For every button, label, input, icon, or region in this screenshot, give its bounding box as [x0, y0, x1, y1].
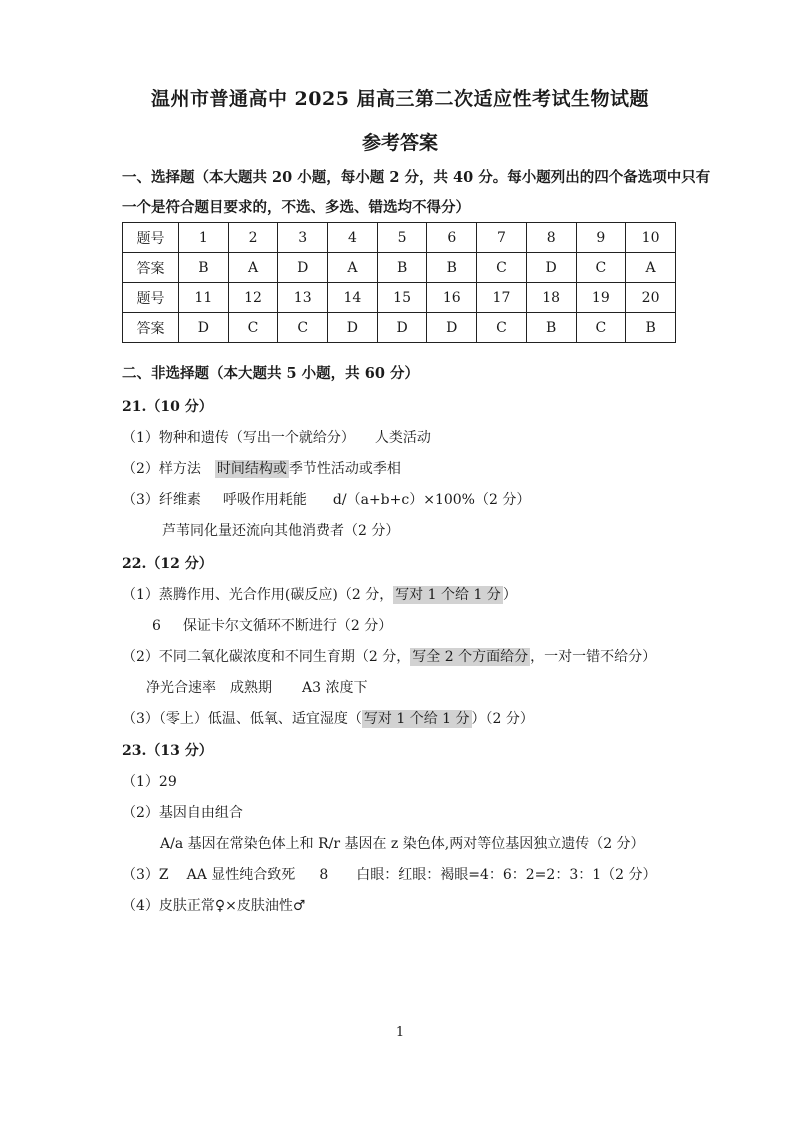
table-cell: D	[526, 253, 576, 283]
table-cell: 18	[526, 283, 576, 313]
q22-part2-a: （2）不同二氧化碳浓度和不同生育期（2 分，	[122, 649, 411, 665]
q22-part3-end: ）（2 分）	[471, 711, 534, 727]
q22-part1-b-text: 保证卡尔文循环不断进行（2 分）	[182, 618, 393, 634]
table-cell: C	[477, 253, 527, 283]
table-cell: 9	[576, 223, 626, 253]
table-cell: A	[626, 253, 676, 283]
table-cell: 15	[377, 283, 427, 313]
section1-heading-line2: 一个是符合题目要求的，不选、多选、错选均不得分）	[122, 199, 470, 216]
q21-part1-answer: 人类活动	[374, 430, 431, 446]
q21-part3-label: （3）纤维素	[122, 492, 201, 508]
table-cell: 6	[427, 223, 477, 253]
table-row	[123, 313, 676, 343]
table-cell: C	[278, 313, 328, 343]
q22-part2-b2: 成熟期	[230, 680, 272, 696]
q22-part2-b1: 净光合速率	[146, 680, 216, 696]
table-cell: 1	[179, 223, 229, 253]
q21-part2-rest: 季节性活动或季相	[288, 461, 401, 477]
q23-part3-c: 8	[319, 867, 329, 883]
q23-part2-b: A/a 基因在常染色体上和 R/r 基因在 z 染色体,两对等位基因独立遗传（2 分）	[160, 836, 645, 852]
q22-part1	[122, 584, 517, 604]
row-label: 答案	[123, 313, 179, 343]
table-cell: 11	[179, 283, 229, 313]
table-cell: 13	[278, 283, 328, 313]
q22-part2	[122, 646, 656, 666]
table-cell: D	[377, 313, 427, 343]
q22-part1-end: ）	[502, 587, 517, 603]
table-cell: A	[228, 253, 278, 283]
table-cell: B	[179, 253, 229, 283]
q22-part2-end: ，一对一错不给分）	[530, 649, 657, 665]
table-cell: B	[427, 253, 477, 283]
table-cell: C	[576, 313, 626, 343]
table-cell: 19	[576, 283, 626, 313]
row-label: 题号	[123, 283, 179, 313]
table-cell: 2	[228, 223, 278, 253]
table-cell: D	[427, 313, 477, 343]
table-cell: C	[576, 253, 626, 283]
page-number: 1	[395, 1025, 405, 1040]
q21-part3-a: 呼吸作用耗能	[222, 492, 307, 508]
table-row	[123, 223, 676, 253]
q21-part3	[122, 489, 530, 509]
section2-heading: 二、非选择题（本大题共 5 小题，共 60 分）	[122, 365, 419, 382]
q21-heading: 21.（10 分）	[122, 399, 213, 415]
table-cell: C	[228, 313, 278, 343]
q21-part2-label: （2）样方法	[122, 461, 201, 477]
table-cell: 8	[526, 223, 576, 253]
table-cell: D	[179, 313, 229, 343]
table-cell: 3	[278, 223, 328, 253]
q23-part4: （4）皮肤正常♀×皮肤油性♂	[122, 898, 306, 914]
table-cell: 17	[477, 283, 527, 313]
q23-part2: （2）基因自由组合	[122, 805, 243, 821]
q21-part2-highlight: 时间结构或	[216, 461, 287, 477]
table-cell: 10	[626, 223, 676, 253]
table-cell: 12	[228, 283, 278, 313]
table-cell: 14	[328, 283, 378, 313]
q22-part1-highlight: 写对 1 个给 1 分	[395, 587, 501, 603]
answer-table	[122, 222, 676, 343]
table-cell: B	[526, 313, 576, 343]
page-title: 温州市普通高中 2025 届高三第二次适应性考试生物试题	[150, 88, 650, 110]
q23-part3-a: （3）Z	[122, 867, 169, 883]
table-cell: B	[377, 253, 427, 283]
q22-part1-a: （1）蒸腾作用、光合作用(碳反应)（2 分，	[122, 587, 394, 603]
table-cell: 20	[626, 283, 676, 313]
q23-part3-b: AA 显性纯合致死	[186, 867, 296, 883]
row-label: 答案	[123, 253, 179, 283]
table-cell: A	[328, 253, 378, 283]
table-cell: 5	[377, 223, 427, 253]
section1-heading-line1: 一、选择题（本大题共 20 小题，每小题 2 分，共 40 分。每小题列出的四个备选项中只有	[122, 169, 711, 186]
table-cell: 16	[427, 283, 477, 313]
q23-part1: （1）29	[122, 774, 177, 790]
table-row	[123, 283, 676, 313]
table-row	[123, 253, 676, 283]
table-cell: D	[328, 313, 378, 343]
q22-part2-b	[146, 677, 367, 697]
table-cell: C	[477, 313, 527, 343]
q21-part3-c: 芦苇同化量还流向其他消费者（2 分）	[162, 523, 400, 539]
q22-heading: 22.（12 分）	[122, 556, 213, 572]
q22-part3-highlight: 写对 1 个给 1 分	[363, 711, 470, 727]
q22-part3	[122, 708, 534, 728]
q22-part1-b-num: 6	[152, 618, 161, 634]
row-label: 题号	[123, 223, 179, 253]
q21-part1	[122, 427, 431, 447]
q22-part2-b3: A3 浓度下	[302, 680, 368, 696]
table-cell: 4	[328, 223, 378, 253]
table-cell: D	[278, 253, 328, 283]
q21-part3-b: d/（a+b+c）×100%（2 分）	[332, 492, 531, 508]
q23-heading: 23.（13 分）	[122, 743, 213, 759]
page-subtitle: 参考答案	[361, 132, 438, 154]
q22-part3-a: （3）（零上）低温、低氧、适宜湿度（	[122, 711, 362, 727]
q21-part1-label: （1）物种和遗传（写出一个就给分）	[122, 430, 355, 446]
table-cell: 7	[477, 223, 527, 253]
q21-part2	[122, 458, 401, 478]
q23-part3	[122, 864, 657, 884]
q22-part2-highlight: 写全 2 个方面给分	[412, 649, 529, 665]
q22-part1-b	[152, 615, 392, 635]
q23-part3-d: 白眼：红眼：褐眼=4：6：2=2：3：1（2 分）	[356, 867, 657, 883]
table-cell: B	[626, 313, 676, 343]
